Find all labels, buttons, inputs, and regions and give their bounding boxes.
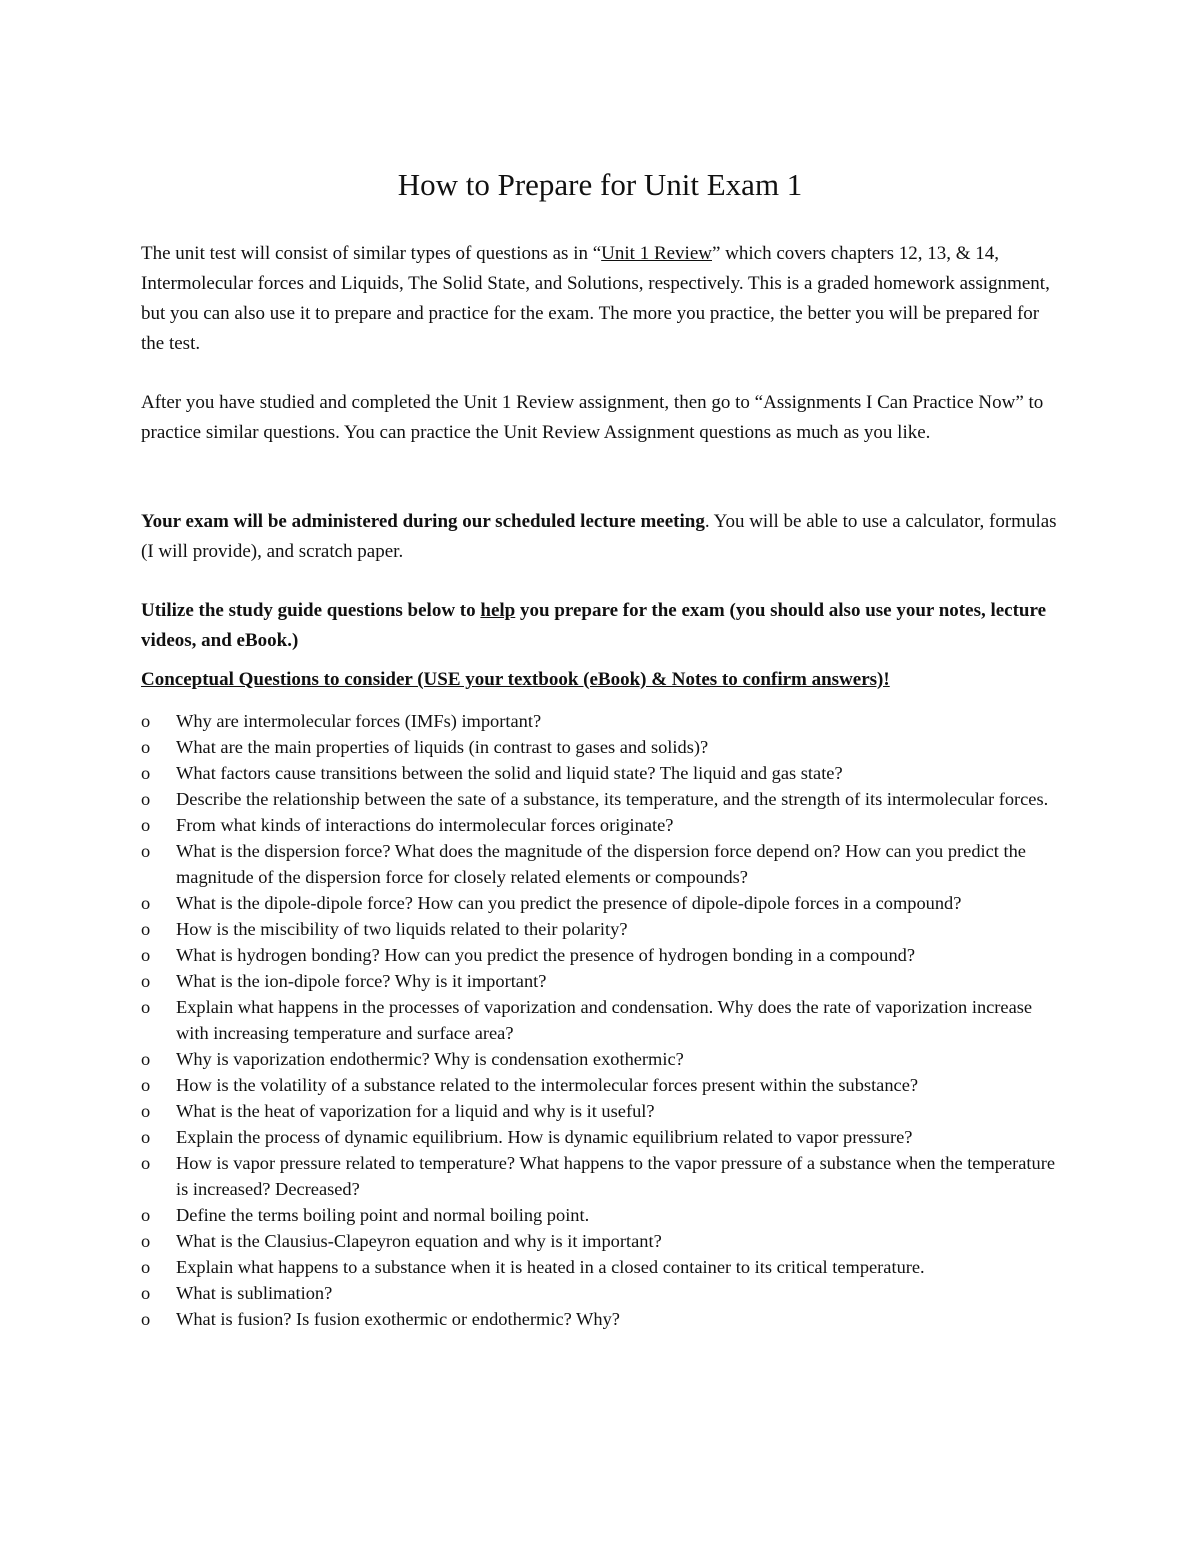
intro-paragraph xyxy=(141,239,1061,359)
bullet-marker-icon: o xyxy=(141,1153,151,1173)
question-text: What is the heat of vaporization for a liquid and why is it useful? xyxy=(176,1101,655,1121)
question-text: What is the dispersion force? What does the magnitude of the dispersion force depend on? How can you predict the magnitude of the dispersion force for closely related elements or compounds? xyxy=(176,841,1026,887)
bullet-marker-icon: o xyxy=(141,1127,151,1147)
bullet-marker-icon: o xyxy=(141,919,151,939)
question-text: What is the ion-dipole force? Why is it important? xyxy=(176,971,547,991)
question-text: Why are intermolecular forces (IMFs) important? xyxy=(176,711,542,731)
question-item xyxy=(141,916,1066,942)
bullet-marker-icon: o xyxy=(141,1205,151,1225)
page-title: How to Prepare for Unit Exam 1 xyxy=(397,167,803,202)
question-list xyxy=(141,708,1066,1332)
bullet-marker-icon: o xyxy=(141,737,151,757)
study-guide-paragraph xyxy=(141,596,1061,656)
question-item xyxy=(141,968,1066,994)
question-item xyxy=(141,760,1066,786)
question-item xyxy=(141,786,1066,812)
bullet-marker-icon: o xyxy=(141,945,151,965)
question-item xyxy=(141,1150,1066,1202)
exam-info-bold: Your exam will be administered during our scheduled lecture meeting xyxy=(141,511,705,532)
question-item xyxy=(141,994,1066,1046)
study-guide-text-start: Utilize the study guide questions below to xyxy=(141,600,481,621)
question-item xyxy=(141,1254,1066,1280)
question-text: Explain the process of dynamic equilibrium. How is dynamic equilibrium related to vapor pressure? xyxy=(176,1127,913,1147)
bullet-marker-icon: o xyxy=(141,997,151,1017)
bullet-marker-icon: o xyxy=(141,1101,151,1121)
bullet-marker-icon: o xyxy=(141,1231,151,1251)
question-text: How is the volatility of a substance related to the intermolecular forces present within the substance? xyxy=(176,1075,919,1095)
bullet-marker-icon: o xyxy=(141,893,151,913)
question-item xyxy=(141,1228,1066,1254)
bullet-marker-icon: o xyxy=(141,1075,151,1095)
study-guide-text-end: you prepare for the exam (you should also use your notes, lecture videos, and eBook.) xyxy=(141,600,1047,651)
question-item xyxy=(141,708,1066,734)
question-text: What is the dipole-dipole force? How can you predict the presence of dipole-dipole forces in a compound? xyxy=(176,893,962,913)
section-heading: Conceptual Questions to consider (USE your textbook (eBook) & Notes to confirm answers)! xyxy=(141,669,890,690)
question-item xyxy=(141,1046,1066,1072)
question-text: What is fusion? Is fusion exothermic or endothermic? Why? xyxy=(176,1309,620,1329)
question-text: Explain what happens to a substance when it is heated in a closed container to its critical temperature. xyxy=(176,1257,925,1277)
question-item xyxy=(141,1098,1066,1124)
bullet-marker-icon: o xyxy=(141,789,151,809)
question-item xyxy=(141,812,1066,838)
exam-info-rest: . You will be able to use a calculator, formulas (I will provide), and scratch paper. xyxy=(141,511,1057,562)
question-item xyxy=(141,1306,1066,1332)
bullet-marker-icon: o xyxy=(141,971,151,991)
question-text: How is vapor pressure related to temperature? What happens to the vapor pressure of a substance when the temperature is increased? Decreased? xyxy=(176,1153,1056,1199)
question-item xyxy=(141,1072,1066,1098)
bullet-marker-icon: o xyxy=(141,1257,151,1277)
bullet-marker-icon: o xyxy=(141,1049,151,1069)
exam-info-paragraph xyxy=(141,507,1061,567)
question-text: What are the main properties of liquids (in contrast to gases and solids)? xyxy=(176,737,709,757)
question-text: What is sublimation? xyxy=(176,1283,333,1303)
practice-paragraph: After you have studied and completed the Unit 1 Review assignment, then go to “Assignments I Can Practice Now” to practice similar questions. You can practice the Unit Review Assignment questions as much as you like. xyxy=(141,392,1044,443)
question-text: Why is vaporization endothermic? Why is condensation exothermic? xyxy=(176,1049,684,1069)
intro-text-end: ” which covers chapters 12, 13, & 14, Intermolecular forces and Liquids, The Solid State, and Solutions, respectively. This is a graded homework assignment, but you can also use it to prepare and practice for the exam. The more you practice, the better you will be prepared for the test. xyxy=(141,243,1050,354)
bullet-marker-icon: o xyxy=(141,841,151,861)
question-text: Describe the relationship between the sate of a substance, its temperature, and the strength of its intermolecular forces. xyxy=(176,789,1049,809)
question-text: Define the terms boiling point and normal boiling point. xyxy=(176,1205,590,1225)
question-text: From what kinds of interactions do intermolecular forces originate? xyxy=(176,815,674,835)
question-text: Explain what happens in the processes of vaporization and condensation. Why does the rate of vaporization increase with increasing temperature and surface area? xyxy=(176,997,1033,1043)
question-item xyxy=(141,838,1066,890)
question-text: What is hydrogen bonding? How can you predict the presence of hydrogen bonding in a compound? xyxy=(176,945,916,965)
question-item xyxy=(141,942,1066,968)
question-text: What factors cause transitions between the solid and liquid state? The liquid and gas state? xyxy=(176,763,843,783)
question-item xyxy=(141,890,1066,916)
bullet-marker-icon: o xyxy=(141,763,151,783)
bullet-marker-icon: o xyxy=(141,815,151,835)
unit-1-review-link[interactable]: Unit 1 Review xyxy=(601,243,712,264)
question-item xyxy=(141,734,1066,760)
bullet-marker-icon: o xyxy=(141,711,151,731)
bullet-marker-icon: o xyxy=(141,1309,151,1329)
question-text: How is the miscibility of two liquids related to their polarity? xyxy=(176,919,628,939)
question-item xyxy=(141,1280,1066,1306)
question-text: What is the Clausius-Clapeyron equation and why is it important? xyxy=(176,1231,662,1251)
intro-text-start: The unit test will consist of similar types of questions as in “ xyxy=(141,243,602,264)
study-guide-underlined-word: help xyxy=(480,600,516,621)
bullet-marker-icon: o xyxy=(141,1283,151,1303)
question-item xyxy=(141,1124,1066,1150)
question-item xyxy=(141,1202,1066,1228)
